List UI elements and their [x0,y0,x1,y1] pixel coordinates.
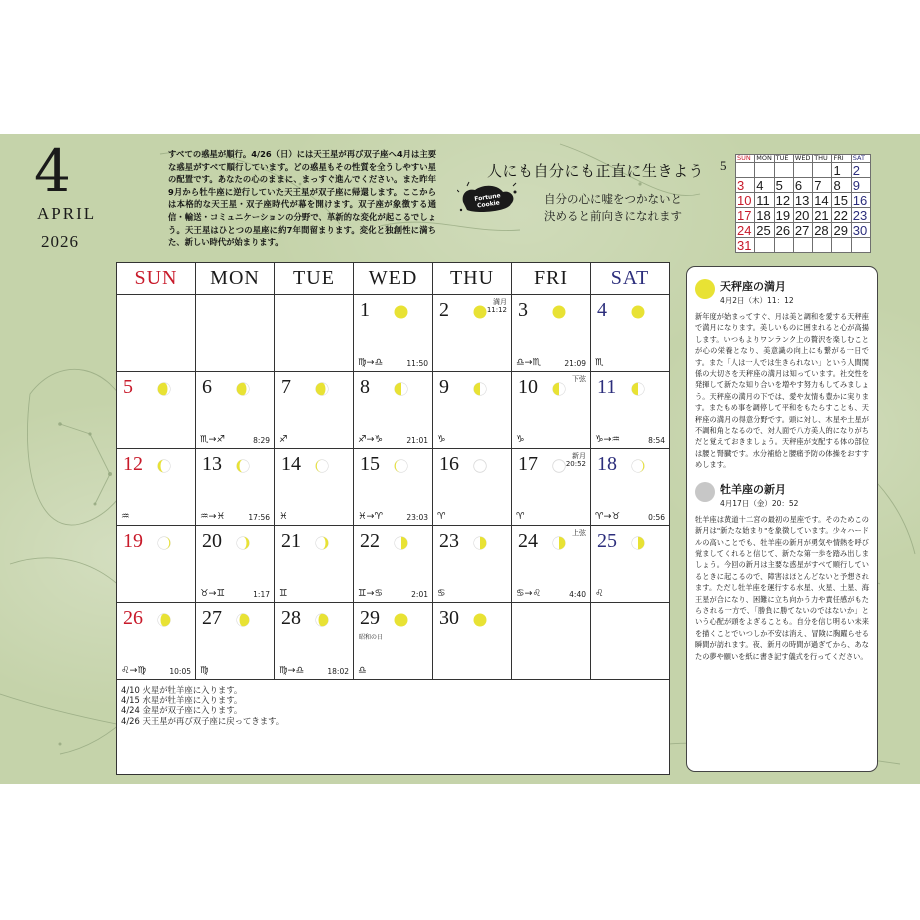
moon-sign-ingress: ♐ [279,434,288,445]
weekday-header: WED [354,263,433,295]
day-number: 12 [123,453,143,475]
moon-sign-ingress: ♑ [437,434,446,445]
moon-sign-ingress: ♉→♊ [200,588,225,599]
moon-phase-icon [473,458,487,472]
planet-notes [117,680,670,775]
mini-day [774,163,793,178]
moon-event-label: 満月 11:12 [486,298,507,314]
moon-phase-icon [315,612,329,626]
moon-sign-ingress: ♌ [595,588,604,599]
day-number: 30 [439,607,459,629]
mini-weekday: MON [755,155,774,163]
day-number: 24 [518,530,538,552]
mini-day: 27 [793,223,812,238]
calendar-day-cell[interactable] [354,526,433,603]
moon-phase-icon [473,381,487,395]
day-number: 26 [123,607,143,629]
mini-weekday: TUE [774,155,793,163]
moon-sign-ingress: ♏ [595,357,604,368]
calendar-day-cell[interactable] [591,449,670,526]
calendar-day-cell[interactable] [196,449,275,526]
moon-event-label: 下弦 [572,375,586,383]
mini-day [755,238,774,253]
mini-day: 1 [832,163,851,178]
mini-day: 26 [774,223,793,238]
moon-sign-ingress: ♊ [279,588,288,599]
mini-weekday: THU [813,155,832,163]
mini-day: 23 [851,208,870,223]
moon-phase-icon [236,612,250,626]
moon-event-date: 4月17日（金）20：52 [720,498,799,508]
calendar-day-cell[interactable] [512,449,591,526]
day-number: 19 [123,530,143,552]
calendar-day-cell[interactable] [591,295,670,372]
moon-event-description: 牡羊座は黄道十二宮の最初の星座です。そのためこの新月は"新たな始まり"を象徴しています。少々ハードルの高いことでも、牡羊座の新月が勇気や情熱を呼び覚ましてくれると信じて、新たな第一歩を踏み出しましょう。今回の新月は主要な惑星がすべて順行しているときに起こるので、障害はほとんどないと予想されます。ただし牡羊座を運行する水星、火星、土星、海王星が合になり、困難に立ち向かう力や責任感がもたらされる一方で、「勝負に勝てないのではないか」という心配が頭をよぎることも。自分を信じ明るい未来を描くことでいつしか不安は消え、冒険に胸躍らせる瞬間が訪れます。夜、新月の時間が過ぎてから、あなたの夢や願いを紙に書き記す儀式を行ってください。 [695,514,869,661]
moon-event-date: 4月2日（木）11：12 [720,296,794,305]
mini-weekday: SUN [736,155,755,163]
mini-day [755,163,774,178]
month-name: APRIL [37,204,97,223]
moon-phase-icon [157,535,171,549]
mini-day [813,163,832,178]
moon-phase-icon [473,612,487,626]
ingress-time: 21:01 [406,436,428,445]
calendar-day-cell[interactable] [196,603,275,680]
calendar-day-cell[interactable] [196,295,275,372]
mini-day [832,238,851,253]
mini-day: 17 [736,208,755,223]
moon-sign-ingress: ♑ [516,434,525,445]
weekday-header: FRI [512,263,591,295]
moon-event-label: 上弦 [572,529,586,537]
holiday-label: 昭和の日 [359,634,384,641]
calendar-day-cell[interactable] [354,372,433,449]
motto-subline-1: 自分の心に嘘をつかないと [544,192,682,206]
calendar-day-cell[interactable] [275,603,354,680]
mini-day: 8 [832,178,851,193]
moon-phase-icon [473,535,487,549]
mini-day: 7 [813,178,832,193]
moon-dot-icon [695,279,715,299]
moon-phase-icon [631,458,645,472]
day-number: 28 [281,607,301,629]
mini-day [851,238,870,253]
mini-day [774,238,793,253]
calendar-day-cell[interactable] [354,295,433,372]
moon-event-label: 新月 20:52 [565,452,586,468]
day-number: 18 [597,453,617,475]
planet-note: 4/24 金星が双子座に入ります。 [121,705,243,716]
monthly-motto: 人にも自分にも正直に生きよう [487,162,705,180]
moon-sign-ingress: ♋→♌ [516,588,541,599]
moon-event-header [695,276,869,308]
mini-day: 29 [832,223,851,238]
mini-day [813,238,832,253]
calendar-day-cell[interactable] [512,526,591,603]
ingress-time: 0:56 [648,513,665,522]
calendar-day-cell[interactable] [117,603,196,680]
calendar-day-cell[interactable] [275,372,354,449]
planet-note: 4/10 火星が牡羊座に入ります。 [121,685,243,695]
mini-day [736,163,755,178]
moon-event-title: 牡羊座の新月 [720,482,786,496]
calendar-day-cell[interactable] [275,295,354,372]
calendar-day-cell[interactable] [512,372,591,449]
moon-phase-icon [315,458,329,472]
moon-phase-icon [394,535,408,549]
mini-day: 16 [851,193,870,208]
mini-calendar-next-month [735,154,871,253]
month-year: 2026 [41,232,79,251]
mini-day: 3 [736,178,755,193]
mini-day: 21 [813,208,832,223]
weekday-header: MON [196,263,275,295]
mini-day: 24 [736,223,755,238]
moon-phase-icon [157,458,171,472]
moon-sign-ingress: ♍ [200,665,209,676]
day-number: 11 [597,376,617,398]
mini-day: 12 [774,193,793,208]
moon-phase-icon [157,612,171,626]
ingress-time: 23:03 [406,513,428,522]
moon-phase-icon [394,304,408,318]
moon-phase-icon [394,458,408,472]
calendar-day-cell[interactable] [591,372,670,449]
mini-weekday: FRI [832,155,851,163]
moon-phase-icon [315,381,329,395]
moon-phase-icon [631,304,645,318]
calendar-day-cell[interactable] [433,603,512,680]
ingress-time: 21:09 [564,359,586,368]
moon-sign-ingress: ♏→♐ [200,434,225,445]
day-number: 17 [518,453,538,475]
moon-sign-ingress: ♌→♍ [121,665,146,676]
calendar-day-cell[interactable] [591,526,670,603]
moon-sign-ingress: ♊→♋ [358,588,383,599]
day-number: 15 [360,453,380,475]
mini-day: 28 [813,223,832,238]
mini-day: 20 [793,208,812,223]
moon-event-description: 新年度が始まってすぐ、月は美と調和を愛する天秤座で満月になります。美しいものに囲まれると心が高揚します。いつもよりワンランク上の贅沢を楽しむことが心の栄養となり、美意識の向上にも繋がる一日です。また「人は一人では生きられない」という人間関係の大切さを天秤座の満月は知っています。社交性を発揮して新たな知り合いを増やす努力もしてみましょう。天秤座の満月の下では、愛や友情も豊かに実ります。またもめ事を調停して平和をもたらすことも、天秤座の満月の得意分野です。頭に対し、木星や土星が不調和角となるので、対人面で八方美人的になりがちだと覚えておきましょう。天秤座が支配する体の部位は腰と腎臓です。水分補給と腰痛予防の体操をおすすめします。 [695,312,869,470]
day-number: 1 [360,299,370,321]
day-number: 3 [518,299,528,321]
mini-weekday: WED [793,155,812,163]
day-number: 25 [597,530,617,552]
moon-sign-ingress: ♐→♑ [358,434,383,445]
moon-sign-ingress: ♎→♏ [516,357,541,368]
month-number: 4 [34,137,71,205]
moon-phase-icon [631,381,645,395]
day-number: 16 [439,453,459,475]
month-calendar-grid [116,262,670,775]
moon-phase-icon [631,535,645,549]
mini-day [793,163,812,178]
moon-sign-ingress: ♓→♈ [358,511,383,522]
calendar-day-cell[interactable] [512,295,591,372]
day-number: 2 [439,299,449,321]
ingress-time: 10:05 [169,667,191,676]
ingress-time: 8:29 [253,436,270,445]
moon-sign-ingress: ♈→♉ [595,511,620,522]
weekday-header: SUN [117,263,196,295]
calendar-day-cell[interactable] [275,449,354,526]
mini-day: 10 [736,193,755,208]
weekday-header: TUE [275,263,354,295]
planet-note: 4/15 水星が牡羊座に入ります。 [121,695,243,706]
mini-day: 22 [832,208,851,223]
planet-note: 4/26 天王星が再び双子座に戻ってきます。 [121,715,285,726]
mini-day: 25 [755,223,774,238]
moon-event-header [695,479,869,511]
calendar-day-cell[interactable] [275,526,354,603]
mini-day: 15 [832,193,851,208]
day-number: 22 [360,530,380,552]
moon-sign-ingress: ♈ [437,511,446,522]
calendar-day-cell[interactable] [117,526,196,603]
moon-sign-ingress: ♑→♒ [595,434,620,445]
mini-weekday: SAT [851,155,870,163]
mini-day [793,238,812,253]
moon-phase-icon [552,304,566,318]
moon-phase-icon [552,535,566,549]
mini-day: 18 [755,208,774,223]
ingress-time: 1:17 [253,590,270,599]
moon-phase-icon [473,304,487,318]
day-number: 6 [202,376,212,398]
mini-day: 31 [736,238,755,253]
moon-sign-ingress: ♍→♎ [279,665,304,676]
day-number: 5 [123,376,133,398]
day-number: 4 [597,299,607,321]
motto-subline-2: 決めると前向きになれます [544,209,682,223]
day-number: 10 [518,376,538,398]
calendar-sheet [0,134,920,784]
calendar-day-cell[interactable] [433,295,512,372]
mini-day: 9 [851,178,870,193]
moon-sign-ingress: ♈ [516,511,525,522]
moon-sign-ingress: ♒ [121,511,130,522]
day-number: 13 [202,453,222,475]
calendar-day-cell[interactable] [117,372,196,449]
mini-day: 30 [851,223,870,238]
ingress-time: 2:01 [411,590,428,599]
moon-sign-ingress: ♒→♓ [200,511,225,522]
ingress-time: 8:54 [648,436,665,445]
weekday-header: THU [433,263,512,295]
moon-phase-icon [315,535,329,549]
moon-phase-icon [394,381,408,395]
day-number: 7 [281,376,291,398]
calendar-day-cell[interactable] [433,449,512,526]
logo-text: Fortune Cookie [473,192,502,210]
moon-sign-ingress: ♓ [279,511,288,522]
moon-sign-ingress: ♍→♎ [358,357,383,368]
calendar-day-cell[interactable] [117,449,196,526]
calendar-day-cell[interactable] [433,526,512,603]
calendar-day-cell[interactable] [117,295,196,372]
calendar-day-cell[interactable] [354,603,433,680]
weekday-header: SAT [591,263,670,295]
day-number: 29 [360,607,380,629]
mini-calendar-month: 5 [720,158,727,173]
moon-phase-icon [236,458,250,472]
day-number: 8 [360,376,370,398]
ingress-time: 18:02 [327,667,349,676]
ingress-time: 17:56 [248,513,270,522]
mini-day: 11 [755,193,774,208]
day-number: 20 [202,530,222,552]
day-number: 21 [281,530,301,552]
day-number: 23 [439,530,459,552]
moon-phase-icon [157,381,171,395]
calendar-day-cell[interactable] [196,372,275,449]
calendar-day-cell[interactable] [433,372,512,449]
moon-dot-icon [695,482,715,502]
moon-events-panel [686,266,878,772]
calendar-day-cell[interactable] [354,449,433,526]
mini-day: 2 [851,163,870,178]
mini-day: 13 [793,193,812,208]
mini-day: 6 [793,178,812,193]
moon-sign-ingress: ♎ [358,665,367,676]
moon-phase-icon [236,381,250,395]
day-number: 9 [439,376,449,398]
mini-day: 4 [755,178,774,193]
calendar-day-cell[interactable] [512,603,591,680]
day-number: 14 [281,453,301,475]
day-number: 27 [202,607,222,629]
mini-day: 14 [813,193,832,208]
moon-phase-icon [552,458,566,472]
calendar-day-cell[interactable] [196,526,275,603]
moon-phase-icon [394,612,408,626]
calendar-day-cell[interactable] [591,603,670,680]
ingress-time: 4:40 [569,590,586,599]
moon-phase-icon [236,535,250,549]
month-intro-text: すべての惑星が順行。4/26（日）には天王星が再び双子座へ4月は主要な惑星がすべて順行しています。どの惑星もその性質を全うしやすい星の配置です。あなたの心のままに、まっすぐ進んでください。また昨年9月から牡牛座に逆行していた天王星が双子座に帰還します。ここからは本格的な天王星・双子座時代が幕を開けます。双子座が象徴する通信・輸送・コミュニケーションの分野で、革新的な変化が起こるでしょう。天王星はひとつの星座に約7年間留まります。変化と独創性に満ちた、新しい時代が始まります。 [168,149,436,248]
mini-day: 19 [774,208,793,223]
moon-event-title: 天秤座の満月 [720,280,786,293]
moon-sign-ingress: ♋ [437,588,446,599]
ingress-time: 11:50 [406,359,428,368]
moon-phase-icon [552,381,566,395]
mini-day: 5 [774,178,793,193]
